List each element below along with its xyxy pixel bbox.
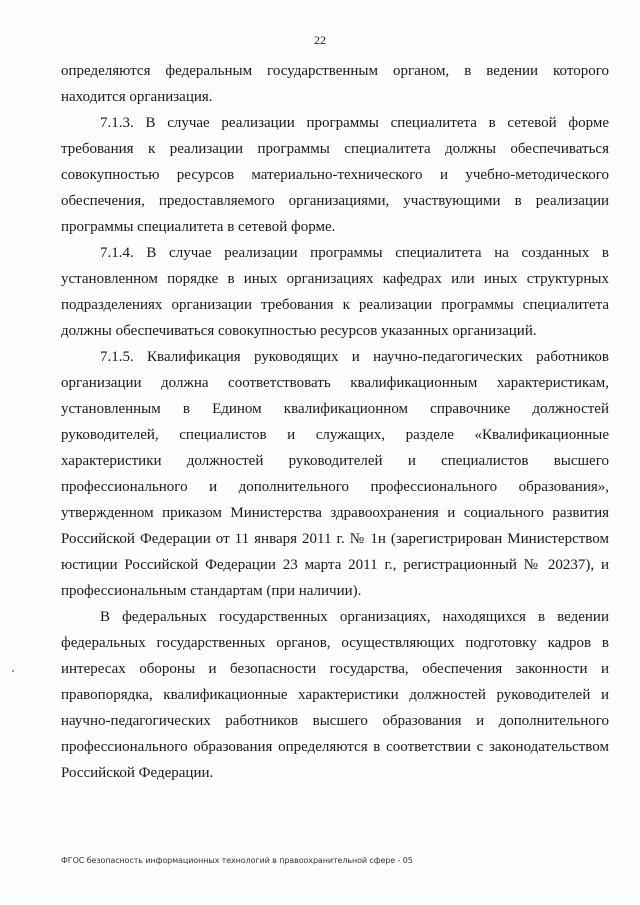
- document-body: [61, 58, 609, 786]
- paragraph-federal-organizations: В федеральных государственных организациях, находящихся в ведении федеральных государственных органов, осуществляющих подготовку кадров в интересах обороны и безопасности государства, обеспечения законности и правопорядка, квалификационные характеристики должностей руководителей и научно-педагогических работников высшего образования и дополнительного профессионального образования определяются в соответствии с законодательством Российской Федерации.: [61, 609, 609, 781]
- paragraph-7-1-4: 7.1.4. В случае реализации программы специалитета на созданных в установленном порядке в иных организациях кафедрах или иных структурных подразделениях организации требования к реализации программы специалитета должны обеспечиваться совокупностью ресурсов указанных организаций.: [61, 245, 609, 339]
- scan-artifact: [12, 670, 14, 672]
- page-number: 22: [314, 33, 326, 47]
- paragraph-continuation: определяются федеральным государственным органом, в ведении которого находится организация.: [61, 63, 609, 105]
- paragraph-7-1-5: 7.1.5. Квалификация руководящих и научно-педагогических работников организации должна соответствовать квалификационным характеристикам, установленным в Едином квалификационном справочнике должностей руководителей, специалистов и служащих, разделе «Квалификационные характеристики должностей руководителей и специалистов высшего профессионального и дополнительного профессионального образования», утвержденном приказом Министерства здравоохранения и социального развития Российской Федерации от 11 января 2011 г. № 1н (зарегистрирован Министерством юстиции Российской Федерации 23 марта 2011 г., регистрационный № 20237), и профессиональным стандартам (при наличии).: [61, 349, 609, 599]
- document-footer: ФГОС безопасность информационных технологий в правоохранительной сфере - 05: [61, 856, 413, 865]
- paragraph-7-1-3: 7.1.3. В случае реализации программы специалитета в сетевой форме требования к реализации программы специалитета должны обеспечиваться совокупностью ресурсов материально-технического и учебно-методического обеспечения, предоставляемого организациями, участвующими в реализации программы специалитета в сетевой форме.: [61, 115, 609, 235]
